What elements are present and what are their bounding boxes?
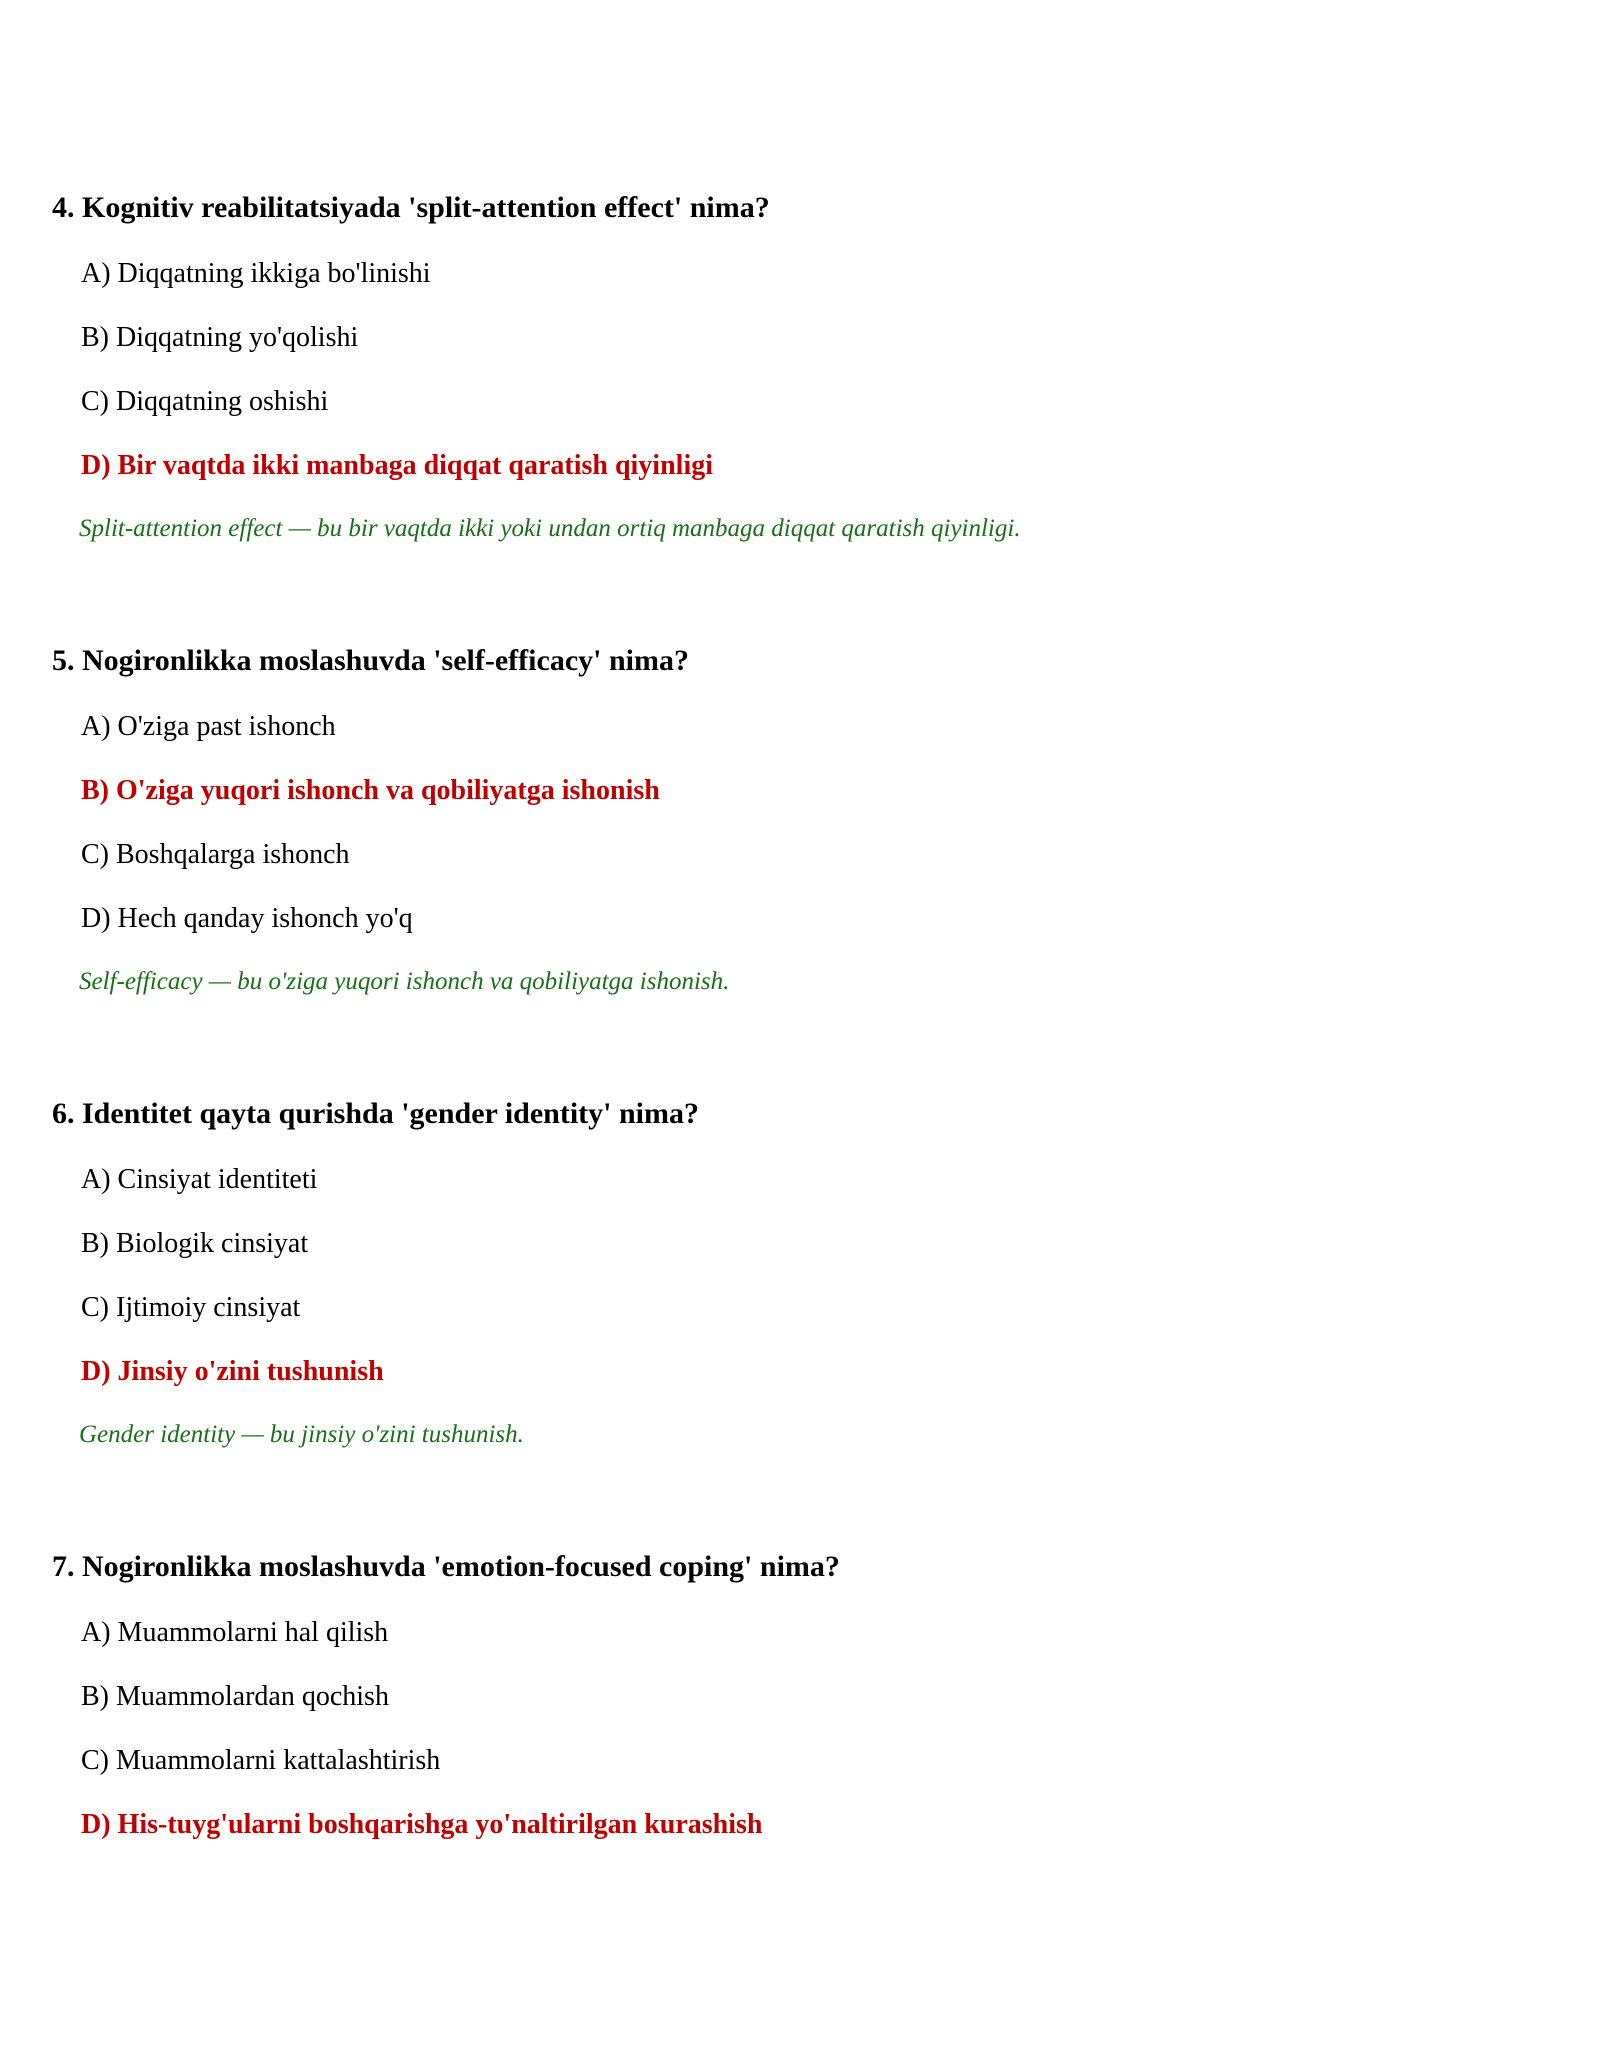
option-a: A) Cinsiyat identiteti <box>81 1164 318 1195</box>
option-a: A) O'ziga past ishonch <box>81 711 336 742</box>
question-title: 7. Nogironlikka moslashuvda 'emotion-focused coping' nima? <box>52 1550 840 1583</box>
option-c: C) Ijtimoiy cinsiyat <box>81 1292 301 1323</box>
option-c: C) Muammolarni kattalashtirish <box>81 1745 441 1776</box>
option-b: B) Biologik cinsiyat <box>81 1228 309 1259</box>
option-d-correct: D) Bir vaqtda ikki manbaga diqqat qaratish qiyinligi <box>81 450 713 481</box>
option-d: D) Hech qanday ishonch yo'q <box>81 903 413 934</box>
option-a: A) Diqqatning ikkiga bo'linishi <box>81 258 431 289</box>
answer-explanation: Split-attention effect — bu bir vaqtda ikki yoki undan ortiq manbaga diqqat qaratish qiyinligi. <box>79 515 1021 542</box>
answer-explanation: Gender identity — bu jinsiy o'zini tushunish. <box>79 1421 524 1448</box>
answer-explanation: Self-efficacy — bu o'ziga yuqori ishonch va qobiliyatga ishonish. <box>79 968 730 995</box>
option-d-correct: D) Jinsiy o'zini tushunish <box>81 1356 384 1387</box>
option-b: B) Muammolardan qochish <box>81 1681 389 1712</box>
option-a: A) Muammolarni hal qilish <box>81 1617 389 1648</box>
option-c: C) Diqqatning oshishi <box>81 386 329 417</box>
option-b: B) Diqqatning yo'qolishi <box>81 322 359 353</box>
option-d-correct: D) His-tuyg'ularni boshqarishga yo'naltirilgan kurashish <box>81 1809 763 1840</box>
question-title: 4. Kognitiv reabilitatsiyada 'split-attention effect' nima? <box>52 191 770 224</box>
question-title: 5. Nogironlikka moslashuvda 'self-efficacy' nima? <box>52 644 689 677</box>
option-b-correct: B) O'ziga yuqori ishonch va qobiliyatga ishonish <box>81 775 660 806</box>
question-title: 6. Identitet qayta qurishda 'gender identity' nima? <box>52 1097 700 1130</box>
option-c: C) Boshqalarga ishonch <box>81 839 350 870</box>
